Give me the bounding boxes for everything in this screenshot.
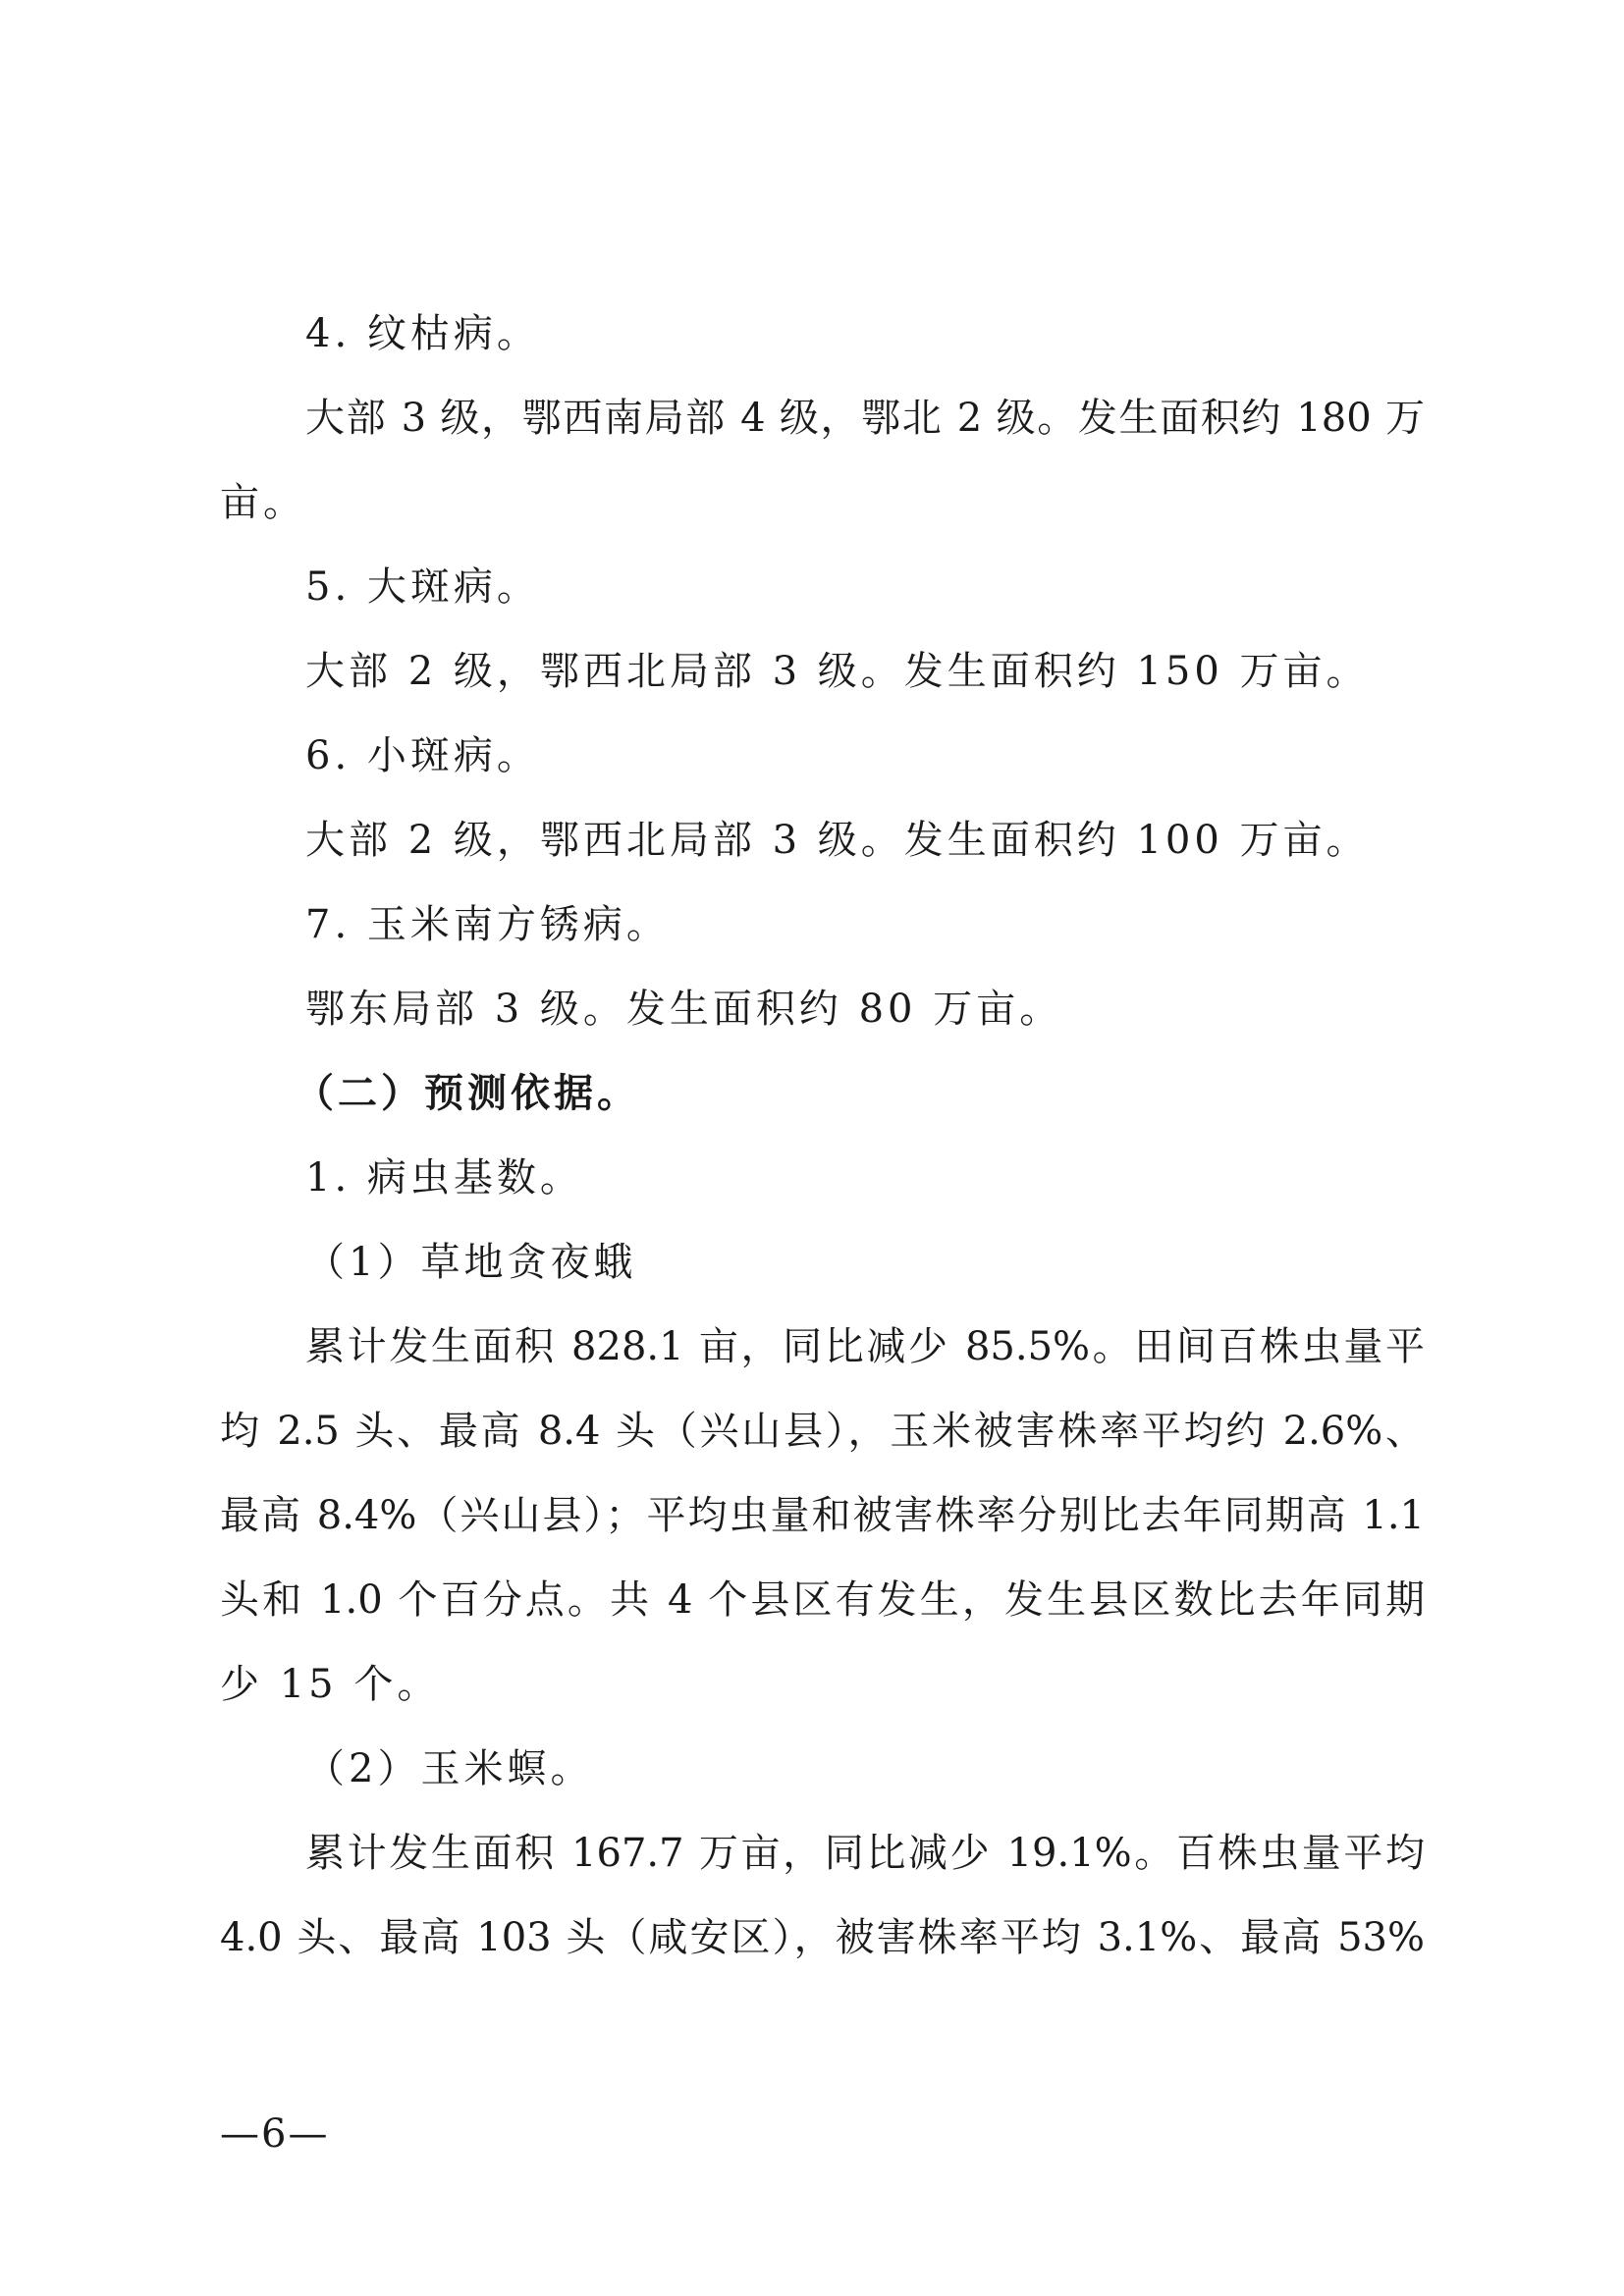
paragraph-line: 累计发生面积 828.1 亩，同比减少 85.5%。田间百株虫量平 [305, 1324, 1425, 1369]
paragraph-line: 大部 3 级，鄂西南局部 4 级，鄂北 2 级。发生面积约 180 万 [305, 396, 1425, 441]
paragraph-line: 大部 2 级，鄂西北局部 3 级。发生面积约 150 万亩。 [305, 649, 1370, 694]
paragraph-line: 均 2.5 头、最高 8.4 头（兴山县），玉米被害株率平均约 2.6%、 [220, 1409, 1425, 1454]
section-heading-forecast-basis: （二）预测依据。 [295, 1071, 640, 1116]
paragraph-line: 累计发生面积 167.7 万亩，同比减少 19.1%。百株虫量平均 [305, 1831, 1425, 1876]
paragraph-line: 最高 8.4%（兴山县）；平均虫量和被害株率分别比去年同期高 1.1 [220, 1493, 1425, 1538]
subheading-corn-borer: （2）玉米螟。 [305, 1746, 594, 1791]
paragraph-line: 亩。 [220, 480, 306, 525]
subheading-fall-armyworm: （1）草地贪夜蛾 [305, 1240, 637, 1285]
heading-southern-rust: 7. 玉米南方锈病。 [305, 902, 670, 947]
paragraph-line: 头和 1.0 个百分点。共 4 个县区有发生，发生县区数比去年同期 [220, 1577, 1425, 1623]
page-number: —6— [220, 2111, 330, 2157]
paragraph-line: 少 15 个。 [220, 1662, 441, 1707]
paragraph-line: 鄂东局部 3 级。发生面积约 80 万亩。 [305, 987, 1063, 1032]
heading-pest-base: 1. 病虫基数。 [305, 1155, 583, 1201]
heading-southern-leaf-blight: 6. 小斑病。 [305, 733, 540, 778]
heading-sheath-blight: 4. 纹枯病。 [305, 311, 540, 356]
paragraph-line: 大部 2 级，鄂西北局部 3 级。发生面积约 100 万亩。 [305, 818, 1370, 863]
paragraph-line: 4.0 头、最高 103 头（咸安区），被害株率平均 3.1%、最高 53% [220, 1915, 1425, 1960]
heading-northern-leaf-blight: 5. 大斑病。 [305, 564, 540, 610]
